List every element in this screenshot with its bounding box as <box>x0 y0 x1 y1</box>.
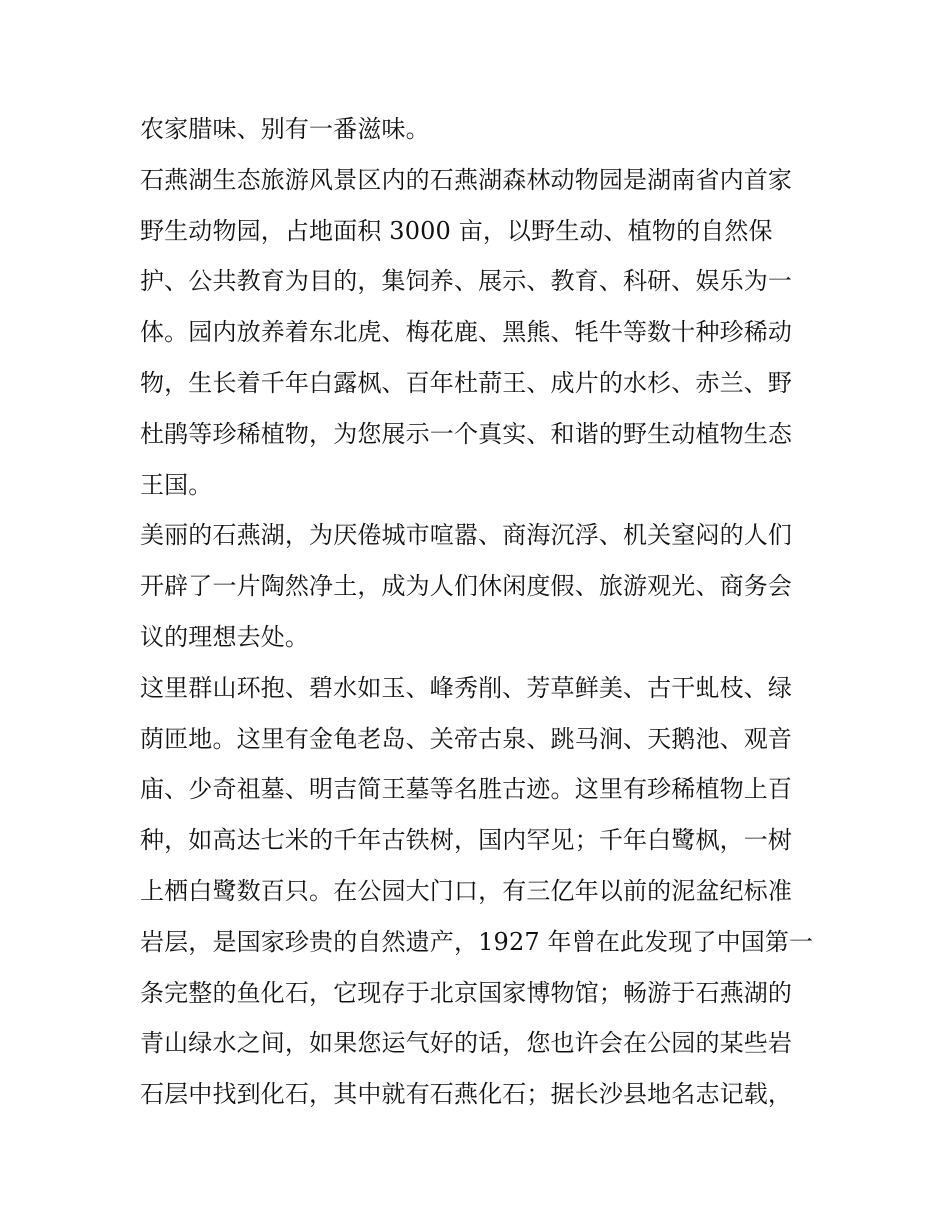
text-line: 护、公共教育为目的，集饲养、展示、教育、科研、娱乐为一 <box>140 267 793 296</box>
text-line: 庙、少奇祖墓、明吉简王墓等名胜古迹。这里有珍稀植物上百 <box>140 775 793 804</box>
text-line: 石层中找到化石，其中就有石燕化石；据长沙县地名志记载， <box>140 1080 793 1109</box>
text-line: 上栖白鹭数百只。在公园大门口，有三亿年以前的泥盆纪标准 <box>140 876 793 905</box>
text-line: 美丽的石燕湖，为厌倦城市喧嚣、商海沉浮、机关窒闷的人们 <box>140 521 793 550</box>
text-line: 青山绿水之间，如果您运气好的话，您也许会在公园的某些岩 <box>140 1029 793 1058</box>
text-line: 荫匝地。这里有金龟老岛、关帝古泉、跳马涧、天鹅池、观音 <box>140 724 793 753</box>
text-line: 王国。 <box>140 470 213 499</box>
text-line: 农家腊味、别有一番滋味。 <box>140 115 430 143</box>
text-line: 野生动物园，占地面积 3000 亩，以野生动、植物的自然保 <box>140 216 773 245</box>
text-line: 种，如高达七米的千年古铁树，国内罕见；千年白鹭枫，一树 <box>140 826 793 855</box>
text-line: 议的理想去处。 <box>140 622 310 651</box>
text-line: 条完整的鱼化石，它现存于北京国家博物馆；畅游于石燕湖的 <box>140 978 793 1007</box>
document-body <box>140 109 830 1125</box>
text-line: 石燕湖生态旅游风景区内的石燕湖森林动物园是湖南省内首家 <box>140 165 793 194</box>
text-line: 体。园内放养着东北虎、梅花鹿、黑熊、牦牛等数十种珍稀动 <box>140 318 793 347</box>
text-line: 物，生长着千年白露枫、百年杜葥王、成片的水杉、赤兰、野 <box>140 368 793 397</box>
text-line: 岩层，是国家珍贵的自然遗产，1927 年曾在此发现了中国第一 <box>140 927 814 956</box>
text-line: 这里群山环抱、碧水如玉、峰秀削、芳草鲜美、古干虬枝、绿 <box>140 673 793 702</box>
text-line: 开辟了一片陶然净土，成为人们休闲度假、旅游观光、商务会 <box>140 572 793 601</box>
text-line: 杜鹃等珍稀植物，为您展示一个真实、和谐的野生动植物生态 <box>140 419 793 448</box>
